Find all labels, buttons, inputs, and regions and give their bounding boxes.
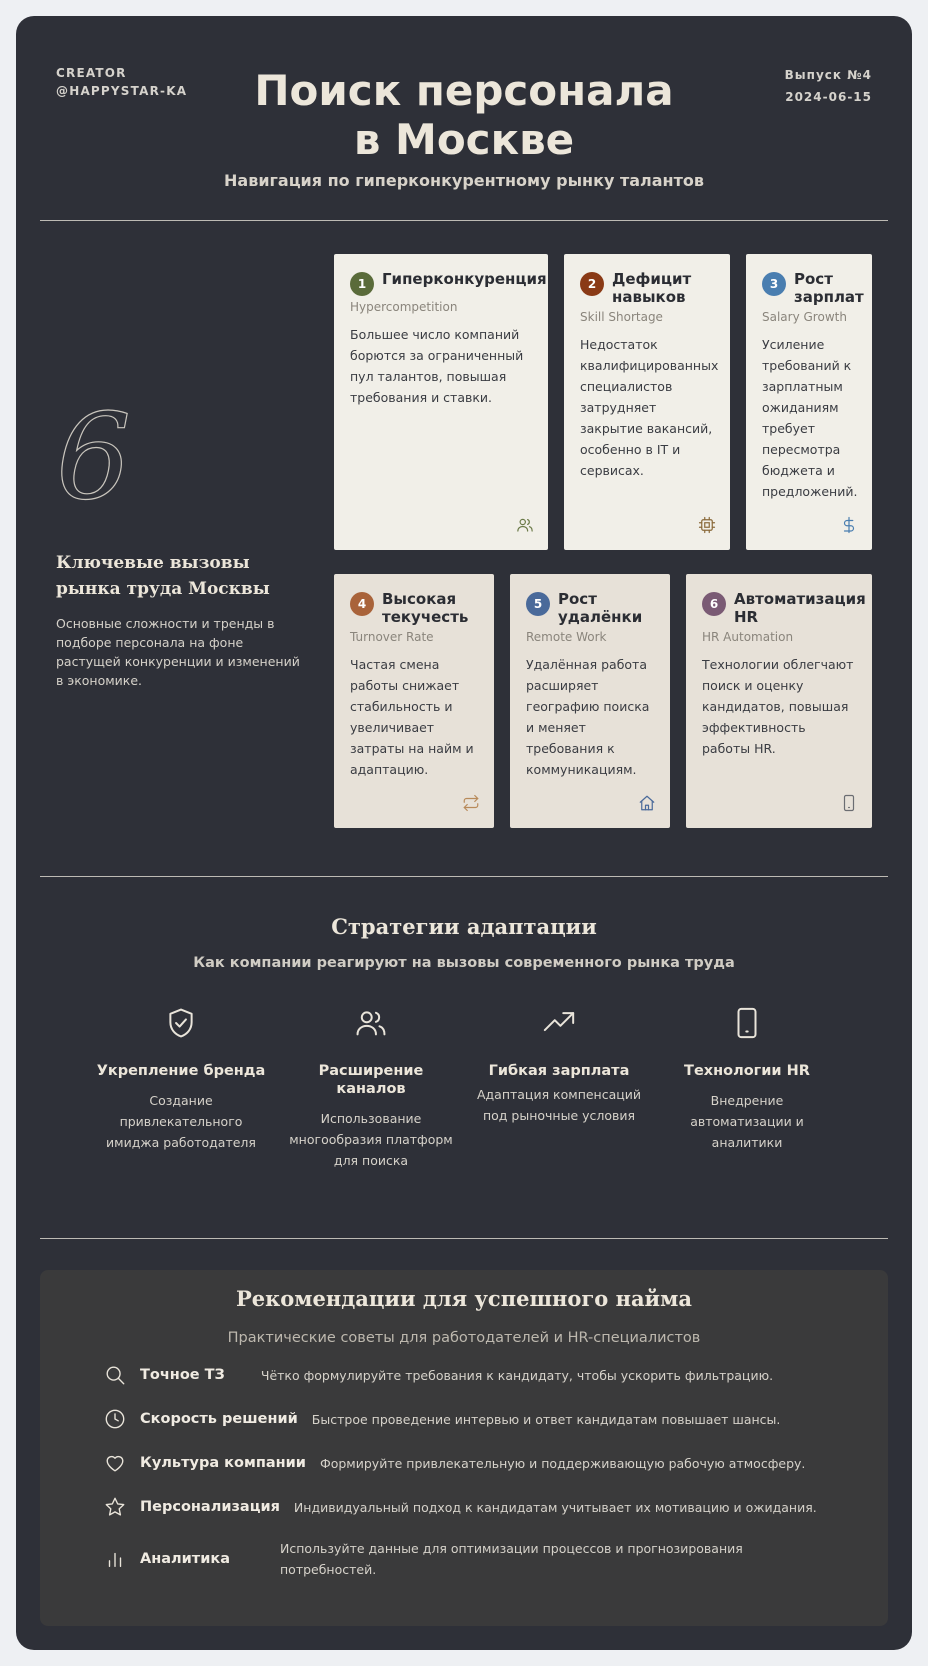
chip-icon xyxy=(698,516,716,534)
challenges-description: Основные сложности и тренды в подборе персонала на фоне растущей конкуренции и изменений в экономике. xyxy=(56,616,300,688)
challenge-title: Рост зарплат xyxy=(794,270,864,306)
challenge-badge: 5 xyxy=(526,592,550,616)
challenge-badge: 6 xyxy=(702,592,726,616)
challenge-title: Рост удалёнки xyxy=(558,590,643,626)
page-title: Поиск персонала в Москве xyxy=(254,66,674,164)
clock-icon xyxy=(104,1408,126,1430)
strategy-brand xyxy=(96,1006,266,1153)
recommendation-name: Точное ТЗ xyxy=(140,1367,225,1383)
search-icon xyxy=(104,1364,126,1386)
strategy-title: Гибкая зарплата xyxy=(488,1063,630,1079)
repeat-icon xyxy=(462,794,480,812)
challenge-description: Большее число компаний борются за ограниченный пул талантов, повышая требования и ставки. xyxy=(350,327,524,405)
divider xyxy=(40,876,888,877)
strategy-salary xyxy=(474,1006,644,1126)
strategy-title: Технологии HR xyxy=(684,1063,810,1079)
challenge-card-4 xyxy=(334,574,494,828)
strategies-title: Стратегии адаптации xyxy=(331,914,597,939)
issue-number: Выпуск №4 xyxy=(784,68,872,82)
recommendations-subtitle: Практические советы для работодателей и HR-специалистов xyxy=(227,1330,701,1346)
creator-label: CREATOR @HAPPYSTAR-KA xyxy=(56,66,188,98)
recommendation-description: Чётко формулируйте требования к кандидату, чтобы ускорить фильтрацию. xyxy=(260,1367,774,1383)
challenge-title: Автоматизация HR xyxy=(734,590,866,626)
dollar-icon xyxy=(840,516,858,534)
issue-date: 2024-06-15 xyxy=(785,90,872,104)
challenge-subtitle: Skill Shortage xyxy=(580,310,663,324)
recommendation-description: Индивидуальный подход к кандидатам учитывает их мотивацию и ожидания. xyxy=(293,1499,817,1515)
phone-icon xyxy=(840,794,858,812)
page-subtitle: Навигация по гиперконкурентному рынку талантов xyxy=(224,171,704,190)
strategy-tech xyxy=(662,1006,832,1153)
recommendations-title: Рекомендации для успешного найма xyxy=(235,1286,692,1311)
challenge-subtitle: Turnover Rate xyxy=(350,630,434,644)
challenge-card-2 xyxy=(564,254,730,550)
home-icon xyxy=(638,794,656,812)
phone-icon xyxy=(730,1006,764,1040)
strategies-subtitle: Как компании реагируют на вызовы современного рынка труда xyxy=(193,955,735,971)
recommendation-name: Скорость решений xyxy=(140,1411,298,1427)
challenge-badge: 1 xyxy=(350,272,374,296)
challenge-card-1 xyxy=(334,254,548,550)
recommendation-item xyxy=(104,1408,824,1430)
challenges-title: Ключевые вызовы рынка труда Москвы xyxy=(56,553,270,599)
users-icon xyxy=(516,516,534,534)
recommendation-name: Персонализация xyxy=(140,1499,280,1515)
trending-up-icon xyxy=(542,1006,576,1040)
divider xyxy=(40,1238,888,1239)
challenge-badge: 2 xyxy=(580,272,604,296)
recommendation-name: Культура компании xyxy=(140,1455,306,1471)
challenge-title: Гиперконкуренция xyxy=(382,270,547,288)
strategy-title: Укрепление бренда xyxy=(96,1063,266,1079)
recommendation-description: Используйте данные для оптимизации процессов и прогнозирования потребностей. xyxy=(280,1541,743,1577)
challenge-card-6 xyxy=(686,574,872,828)
strategy-description: Создание привлекательного имиджа работодателя xyxy=(106,1093,256,1150)
infographic-card xyxy=(16,16,912,1650)
strategy-title: Расширение каналов xyxy=(318,1063,424,1097)
challenge-count: 6 xyxy=(56,388,132,526)
strategy-description: Внедрение автоматизации и аналитики xyxy=(690,1093,804,1150)
challenge-subtitle: Remote Work xyxy=(526,630,607,644)
shield-check-icon xyxy=(164,1006,198,1040)
challenge-subtitle: Salary Growth xyxy=(762,310,847,324)
challenge-subtitle: Hypercompetition xyxy=(350,300,458,314)
recommendation-item xyxy=(104,1538,824,1580)
challenge-description: Технологии облегчают поиск и оценку кандидатов, повышая эффективность работы HR. xyxy=(702,657,854,756)
star-icon xyxy=(104,1496,126,1518)
challenge-title: Дефицит навыков xyxy=(612,270,692,306)
challenge-description: Частая смена работы снижает стабильность и увеличивает затраты на найм и адаптацию. xyxy=(350,657,474,777)
challenge-description: Удалённая работа расширяет географию поиска и меняет требования к коммуникациям. xyxy=(526,657,650,777)
strategy-description: Использование многообразия платформ для поиска xyxy=(289,1111,453,1168)
challenge-badge: 3 xyxy=(762,272,786,296)
recommendation-item xyxy=(104,1452,824,1474)
challenge-card-5 xyxy=(510,574,670,828)
recommendation-description: Быстрое проведение интервью и ответ кандидатам повышает шансы. xyxy=(311,1411,781,1427)
recommendations-panel xyxy=(40,1270,888,1626)
strategy-channels xyxy=(286,1006,456,1171)
recommendation-description: Формируйте привлекательную и поддерживающую рабочую атмосферу. xyxy=(319,1455,806,1471)
challenge-title: Высокая текучесть xyxy=(382,590,469,626)
challenge-subtitle: HR Automation xyxy=(702,630,794,644)
challenge-description: Недостаток квалифицированных специалистов затрудняет закрытие вакансий, особенно в IT и сервисах. xyxy=(580,337,719,478)
recommendation-item xyxy=(104,1496,824,1518)
users-icon xyxy=(354,1006,388,1040)
divider xyxy=(40,220,888,221)
recommendation-name: Аналитика xyxy=(140,1551,230,1567)
bar-chart-icon xyxy=(104,1548,126,1570)
heart-icon xyxy=(104,1452,126,1474)
recommendation-item xyxy=(104,1364,824,1386)
strategy-description: Адаптация компенсаций под рыночные условия xyxy=(476,1087,642,1123)
issue-info xyxy=(785,64,872,108)
challenge-badge: 4 xyxy=(350,592,374,616)
challenge-card-3 xyxy=(746,254,872,550)
challenge-description: Усиление требований к зарплатным ожиданиям требует пересмотра бюджета и предложений. xyxy=(762,337,858,499)
